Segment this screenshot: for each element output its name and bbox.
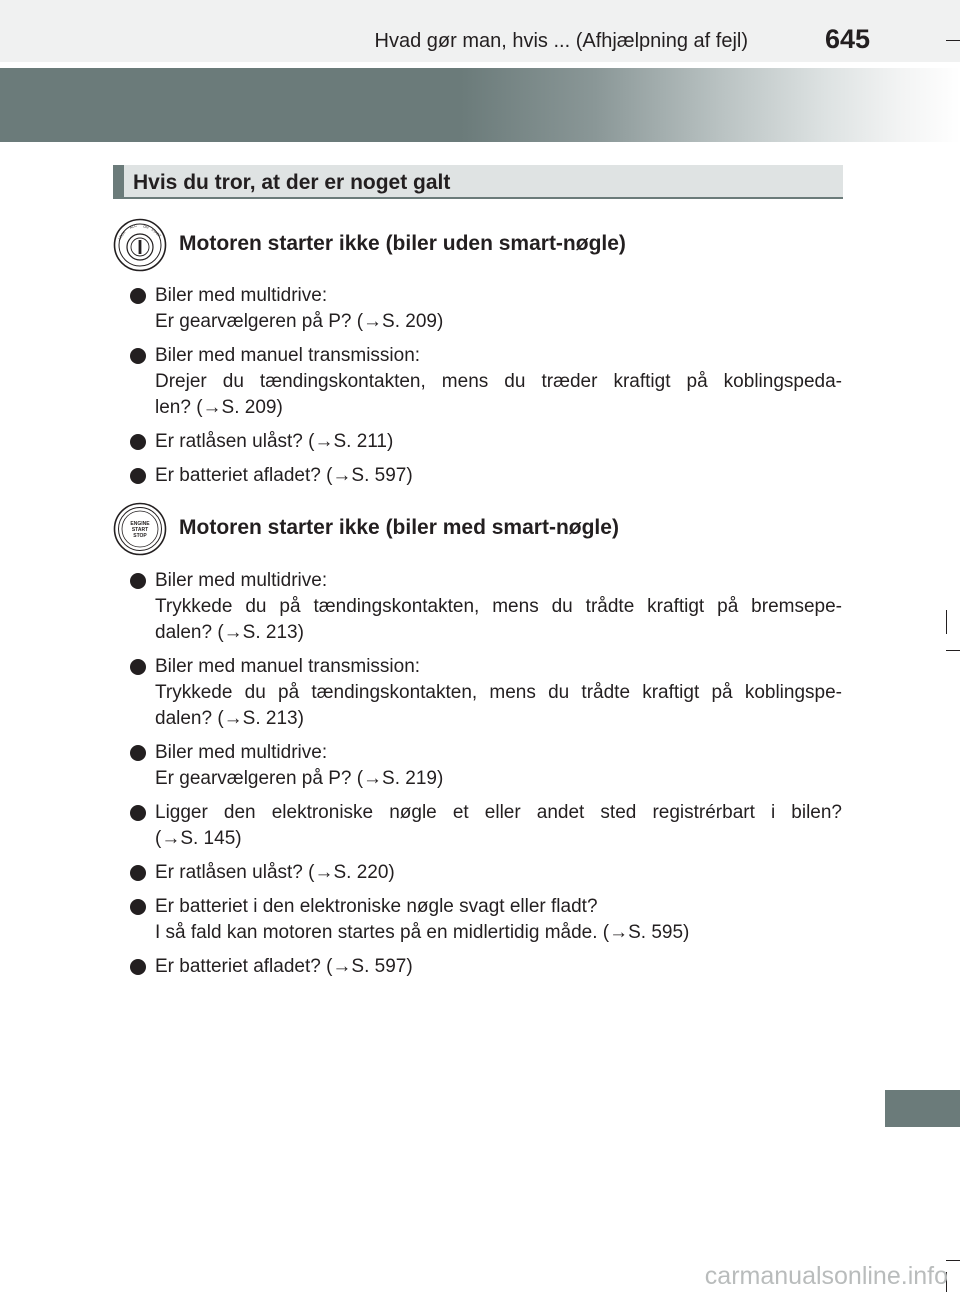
engine-start-stop-button-icon bbox=[113, 502, 167, 556]
ignition-label: ACC bbox=[128, 223, 138, 230]
ignition-label: START bbox=[150, 227, 162, 239]
bullet-icon bbox=[130, 865, 146, 881]
bullet-icon bbox=[130, 573, 146, 589]
heading-accent-bar bbox=[113, 165, 124, 197]
list-item: Er batteriet afladet? (→S. 597) bbox=[130, 954, 842, 980]
ignition-key-switch-icon bbox=[113, 218, 167, 272]
list-item: Er ratlåsen ulåst? (→S. 211) bbox=[130, 429, 842, 455]
button-label: STOP bbox=[133, 533, 147, 539]
bullet-icon bbox=[130, 288, 146, 304]
watermark: carmanualsonline.info bbox=[704, 1262, 948, 1290]
page-number: 645 bbox=[825, 24, 871, 54]
crop-mark bbox=[946, 610, 947, 634]
ignition-label: ON bbox=[142, 224, 149, 230]
list-item: Biler med multidrive: Trykkede du på tændingskontakten, mens du trådte kraftigt på bremsepe- dalen? (→S. 213) bbox=[130, 568, 842, 646]
crop-mark bbox=[946, 1260, 960, 1261]
bullet-icon bbox=[130, 659, 146, 675]
bullet-icon bbox=[130, 899, 146, 915]
list-item: Biler med multidrive: Er gearvælgeren på P? (→S. 219) bbox=[130, 740, 842, 792]
bullet-icon bbox=[130, 745, 146, 761]
list-item: Er batteriet i den elektroniske nøgle svagt eller fladt? I så fald kan motoren startes på en midlertidig måde. (→S. 595) bbox=[130, 894, 842, 946]
chapter-thumb-tab bbox=[885, 1090, 960, 1127]
subsection-title: Motoren starter ikke (biler med smart-nøgle) bbox=[179, 516, 619, 539]
ignition-label: LOCK bbox=[117, 230, 127, 241]
button-label: ENGINE bbox=[130, 521, 150, 527]
list-item: Biler med multidrive: Er gearvælgeren på P? (→S. 209) bbox=[130, 283, 842, 335]
bullet-list bbox=[130, 283, 842, 497]
list-item: Biler med manuel transmission: Drejer du tændingskontakten, mens du træder kraftigt på koblingspeda- len? (→S. 209) bbox=[130, 343, 842, 421]
running-header-title: Hvad gør man, hvis ... (Afhjælpning af fejl) bbox=[374, 30, 748, 52]
button-label: START bbox=[131, 527, 149, 533]
list-item: Er ratlåsen ulåst? (→S. 220) bbox=[130, 860, 842, 886]
bullet-icon bbox=[130, 468, 146, 484]
section-title: Hvis du tror, at der er noget galt bbox=[133, 171, 451, 194]
subsection-title: Motoren starter ikke (biler uden smart-nøgle) bbox=[179, 232, 626, 255]
crop-mark bbox=[946, 650, 960, 651]
bullet-list bbox=[130, 568, 842, 988]
list-item: Er batteriet afladet? (→S. 597) bbox=[130, 463, 842, 489]
bullet-icon bbox=[130, 805, 146, 821]
section-heading bbox=[113, 165, 843, 199]
chapter-banner bbox=[0, 68, 960, 142]
list-item: Biler med manuel transmission: Trykkede du på tændingskontakten, mens du trådte kraftigt på koblingspe- dalen? (→S. 213) bbox=[130, 654, 842, 732]
bullet-icon bbox=[130, 959, 146, 975]
crop-mark bbox=[946, 40, 960, 41]
list-item: Ligger den elektroniske nøgle et eller andet sted registrérbart i bilen? (→S. 145) bbox=[130, 800, 842, 852]
bullet-icon bbox=[130, 348, 146, 364]
bullet-icon bbox=[130, 434, 146, 450]
